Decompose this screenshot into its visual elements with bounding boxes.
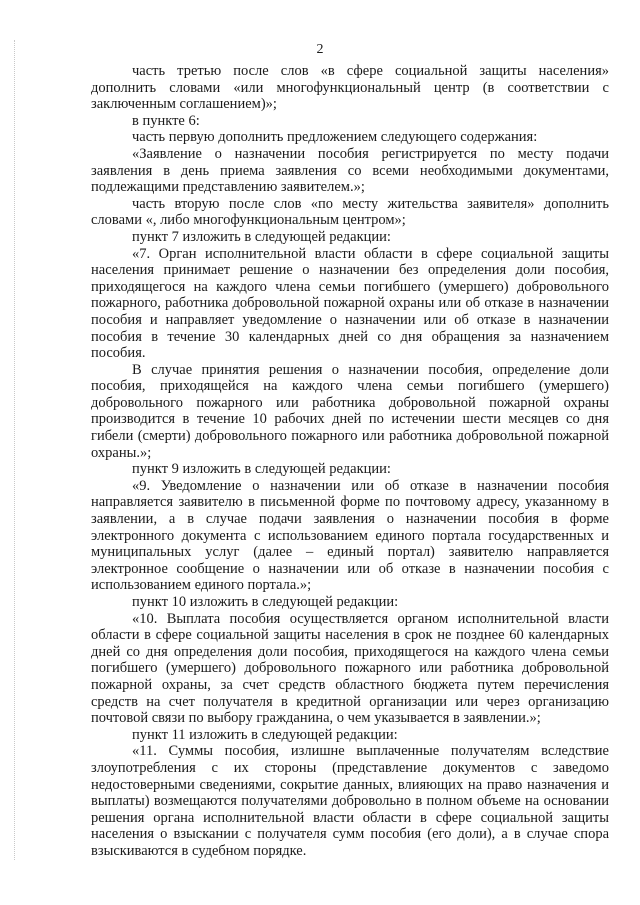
scan-edge-marks	[14, 40, 16, 860]
paragraph: часть вторую после слов «по месту жительства заявителя» дополнить словами «, либо многофункциональным центром»;	[91, 195, 609, 229]
paragraph: «10. Выплата пособия осуществляется органом исполнительной власти области в сфере социальной защиты населения в срок не позднее 60 календарных дней со дня определения доли пособия, приходящегося на каждого члена семьи погибшего (умершего) добровольного пожарного или работника добровольной пожарной охраны, за счет средств областного бюджета путем перечисления средств на счет получателя в кредитной организации или через организацию почтовой связи по выбору гражданина, о чем указывается в заявлении.»;	[91, 610, 609, 727]
paragraph: пункт 11 изложить в следующей редакции:	[132, 726, 398, 743]
page-number: 2	[316, 42, 324, 57]
paragraph: «7. Орган исполнительной власти области в сфере социальной защиты населения принимает решение о назначении без определения доли пособия, приходящегося на каждого члена семьи погибшего (умершего) добровольного пожарного, работника добровольной пожарной охраны или об отказе в назначении пособия и направляет уведомление о назначении или об отказе в назначении пособия в течение 30 календарных дней со дня обращения за назначением пособия.	[91, 245, 609, 362]
paragraph: «11. Суммы пособия, излишне выплаченные получателям вследствие злоупотребления с их стороны (представление документов с заведомо недостоверными сведениями, сокрытие данных, влияющих на право назначения и выплаты) возмещаются получателями добровольно в полном объеме на основании решения органа исполнительной власти области в сфере социальной защиты населения о взыскании с получателя сумм пособия (его доли), а в случае спора взыскиваются в судебном порядке.	[91, 743, 609, 859]
paragraph: В случае принятия решения о назначении пособия, определение доли пособия, приходящейся на каждого члена семьи погибшего (умершего) добровольного пожарного или работника добровольной пожарной охраны производится в течение 10 рабочих дней по истечении шести месяцев со дня гибели (смерти) добровольного пожарного или работника добровольной пожарной охраны.»;	[91, 361, 609, 461]
paragraph: «Заявление о назначении пособия регистрируется по месту подачи заявления в день приема заявления со всеми необходимыми документами, подлежащими представлению заявителем.»;	[91, 145, 609, 196]
paragraph: пункт 9 изложить в следующей редакции:	[132, 461, 391, 478]
paragraph: часть третью после слов «в сфере социальной защиты населения» дополнить словами «или многофункциональный центр (в соответствии с заключенным соглашением)»;	[91, 63, 609, 113]
paragraph: пункт 10 изложить в следующей редакции:	[132, 594, 399, 610]
paragraph: «9. Уведомление о назначении или об отказе в назначении пособия направляется заявителю в письменной форме по почтовому адресу, указанному в заявлении, а в случае подачи заявления о назначении пособия в форме электронного документа с использованием единого портала государственных и муниципальных услуг (далее – единый портал) заявителю направляется электронное сообщение о назначении или об отказе в назначении пособия с использованием единого портала.»;	[91, 477, 609, 594]
paragraph: пункт 7 изложить в следующей редакции:	[132, 228, 391, 245]
paragraph: в пункте 6:	[132, 112, 200, 129]
paragraph: часть первую дополнить предложением следующего содержания:	[132, 129, 538, 146]
document-body	[91, 63, 609, 860]
